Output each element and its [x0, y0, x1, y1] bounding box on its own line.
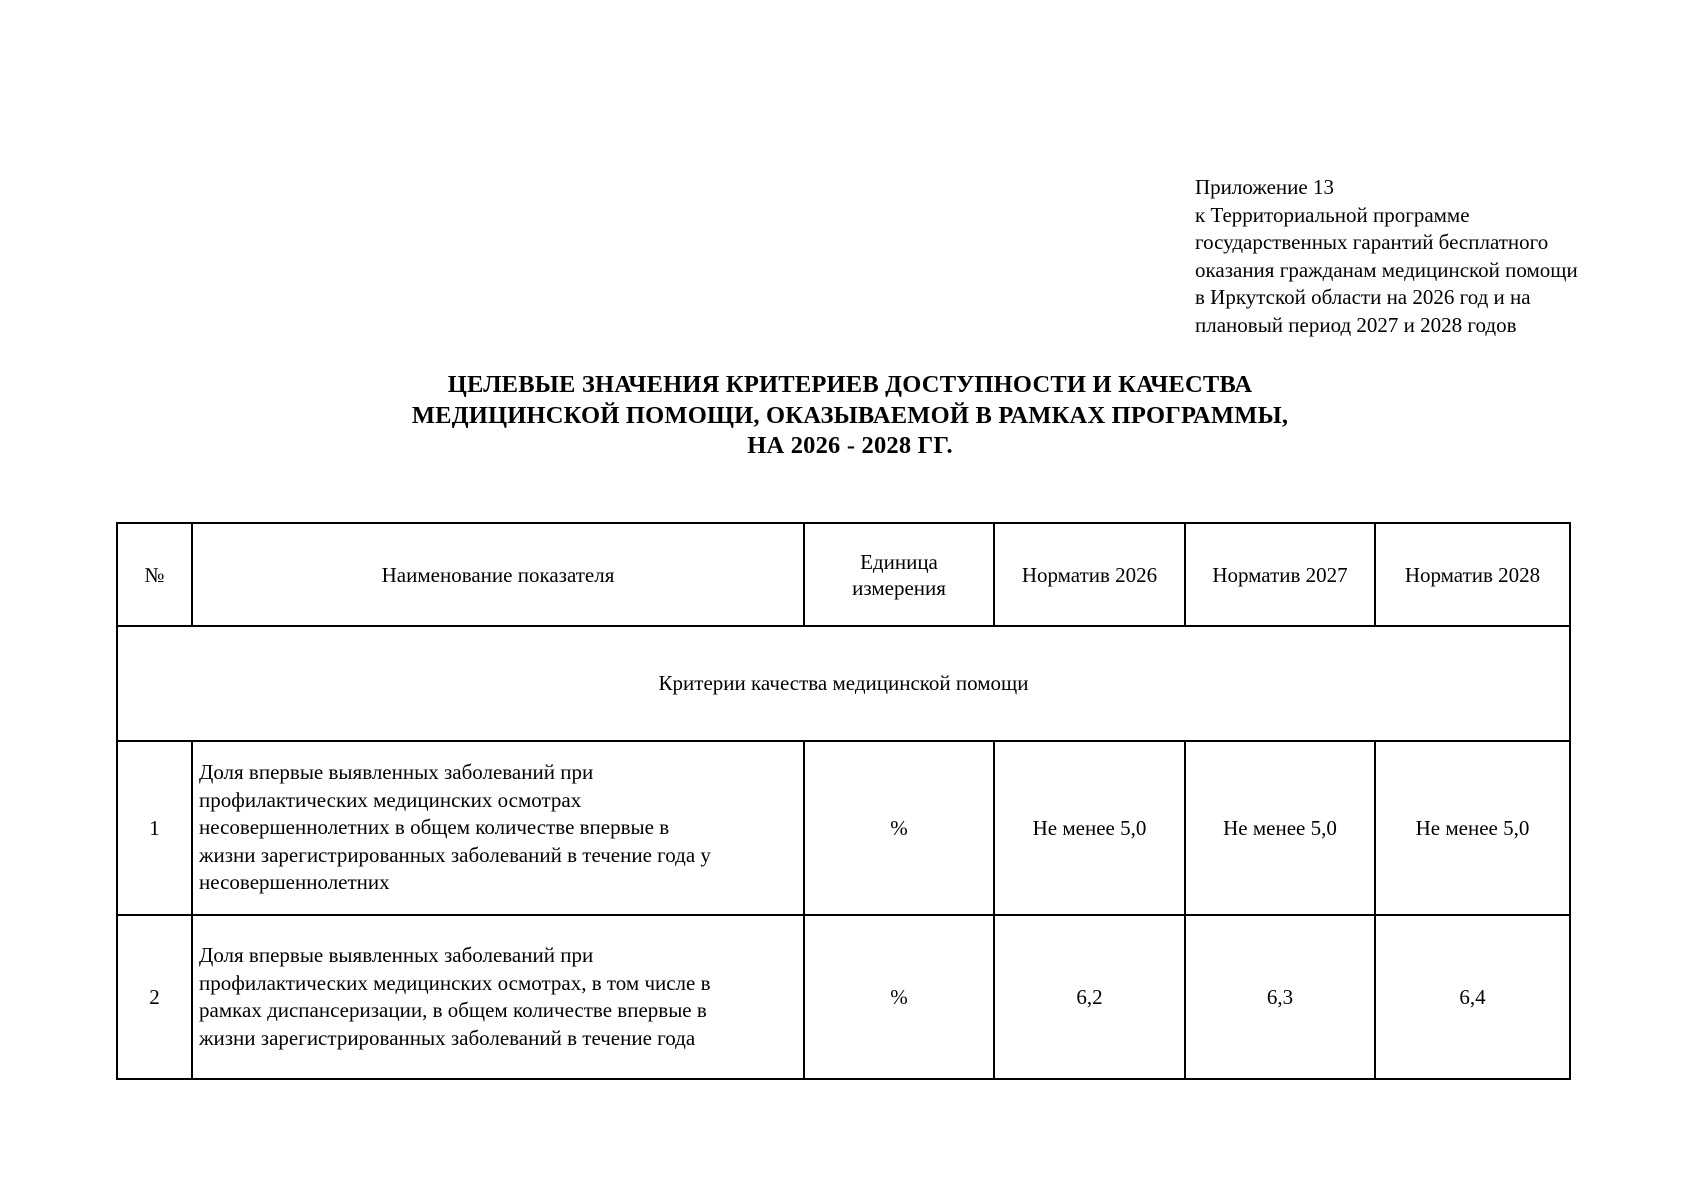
section-title: Критерии качества медицинской помощи — [117, 626, 1570, 741]
indicator-name — [192, 915, 804, 1079]
unit-value: % — [804, 741, 994, 915]
header-norm-2026: Норматив 2026 — [994, 523, 1185, 626]
norm-2026-value: 6,2 — [994, 915, 1185, 1079]
row-number: 2 — [117, 915, 192, 1079]
unit-value: % — [804, 915, 994, 1079]
header-norm-2027: Норматив 2027 — [1185, 523, 1375, 626]
appendix-line: к Территориальной программе — [1195, 202, 1470, 227]
appendix-line: плановый период 2027 и 2028 годов — [1195, 312, 1517, 337]
indicator-name-line: несовершеннолетних — [199, 870, 390, 895]
indicator-name-line: несовершеннолетних в общем количестве впервые в — [199, 815, 670, 840]
indicator-name-line: жизни зарегистрированных заболеваний в течение года — [199, 1025, 696, 1050]
header-unit-line: Единица — [860, 549, 938, 574]
appendix-line: в Иркутской области на 2026 год и на — [1195, 285, 1531, 309]
norm-2027-value: Не менее 5,0 — [1185, 741, 1375, 915]
norm-2026-value: Не менее 5,0 — [994, 741, 1185, 915]
header-norm-2028: Норматив 2028 — [1375, 523, 1570, 626]
header-indicator-name: Наименование показателя — [192, 523, 804, 626]
section-row — [117, 626, 1570, 741]
appendix-note — [1195, 174, 1665, 339]
indicator-name-line: жизни зарегистрированных заболеваний в течение года у — [199, 842, 711, 867]
table-header-row — [117, 523, 1570, 626]
criteria-table — [116, 522, 1571, 1080]
indicator-name-line: Доля впервые выявленных заболеваний при — [199, 943, 594, 967]
header-unit — [804, 523, 994, 626]
table-row — [117, 741, 1570, 915]
table-row — [117, 915, 1570, 1079]
norm-2028-value: 6,4 — [1375, 915, 1570, 1079]
header-unit-line: измерения — [852, 575, 946, 600]
header-number: № — [117, 523, 192, 626]
indicator-name-line: рамках диспансеризации, в общем количестве впервые в — [199, 998, 707, 1022]
appendix-line: государственных гарантий бесплатного — [1195, 230, 1549, 254]
norm-2027-value: 6,3 — [1185, 915, 1375, 1079]
indicator-name-line: Доля впервые выявленных заболеваний при — [199, 760, 594, 785]
indicator-name — [192, 741, 804, 915]
appendix-line: Приложение 13 — [1195, 175, 1334, 199]
document-title-line: МЕДИЦИНСКОЙ ПОМОЩИ, ОКАЗЫВАЕМОЙ В РАМКАХ ПРОГРАММЫ, — [411, 401, 1289, 429]
document-title-line: ЦЕЛЕВЫЕ ЗНАЧЕНИЯ КРИТЕРИЕВ ДОСТУПНОСТИ И КАЧЕСТВА — [447, 371, 1253, 398]
norm-2028-value: Не менее 5,0 — [1375, 741, 1570, 915]
row-number: 1 — [117, 741, 192, 915]
indicator-name-line: профилактических медицинских осмотрах, в том числе в — [199, 970, 711, 995]
appendix-line: оказания гражданам медицинской помощи — [1195, 257, 1578, 282]
document-title-line: НА 2026 - 2028 ГГ. — [747, 432, 953, 459]
indicator-name-line: профилактических медицинских осмотрах — [199, 787, 582, 812]
document-title — [150, 370, 1550, 462]
